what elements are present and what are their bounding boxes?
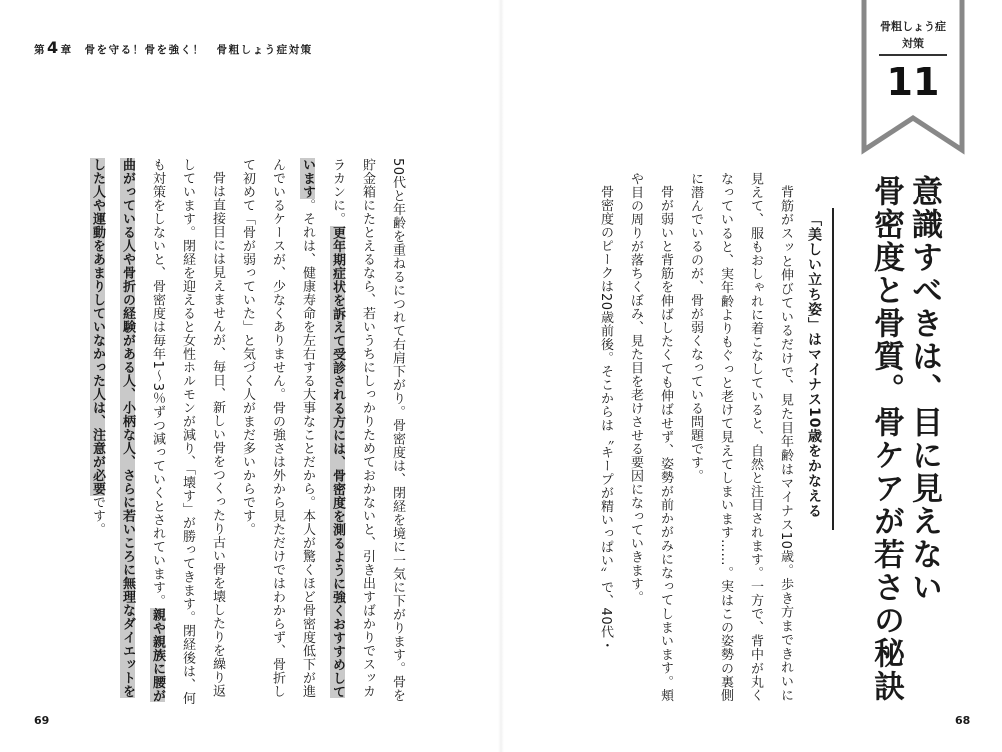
body-text: 50代と年齢を重ねるにつれて右肩下がり。骨密度は、閉経を境に一気に下がります。骨を貯金箱にたとえるなら、若いうちにしっかりためておかないと、引き出すばかりでスッカラカンに。 — [330, 158, 405, 703]
badge-category: 骨粗しょう症 — [880, 20, 946, 33]
body-paragraph: 骨密度のピークは20歳前後。そこからは〝キープが精いっぱい〟で、40代・ — [598, 185, 613, 653]
badge-divider — [879, 54, 947, 56]
subtitle: 「美しい立ち姿」はマイナス10歳をかなえる — [806, 212, 822, 519]
chapter-suffix: 章 — [60, 44, 73, 56]
body-text: 。それは、健康寿命を左右する大事なことだから。本人が驚くほど骨密度低下が進んでいるケースが、少なくありません。骨の強さは外から見ただけではわからず、骨折して初めて「骨が弱っていた」と気づく人がまだ多いからです。 — [240, 158, 315, 698]
left-page-body — [54, 158, 412, 706]
body-text: 骨は直接目には見えませんが、毎日、新しい骨をつくったり古い骨を壊したりを繰り返しています。閉経を迎えると女性ホルモンが減り、「壊す」が勝ってきます。閉経後は、何も対策をしないと、骨密度は毎年1～3％ずつ減っていくとされています。 — [150, 158, 225, 705]
book-gutter — [498, 0, 504, 752]
title-line-2: 骨密度と骨質。骨ケアが若さの秘訣 — [868, 175, 904, 703]
badge-number: 11 — [886, 60, 940, 104]
page-number-right: 68 — [955, 714, 971, 727]
right-page-body — [590, 172, 800, 702]
page-number-left: 69 — [34, 714, 50, 727]
body-paragraph — [82, 158, 232, 706]
chapter-prefix: 第 — [34, 44, 46, 56]
badge-subcategory: 対策 — [902, 37, 924, 50]
body-paragraph: 背筋がスッと伸びているだけで、見た目年齢はマイナス10歳。歩き方まできれいに見えて、服もおしゃれに着こなしていると、自然と注目されます。一方で、背中が丸くなっていると、実年齢よりもぐっと老けて見えてしまいます……。実はこの姿勢の裏側に潜んでいるのが、骨が弱くなっている問題です。 — [688, 172, 793, 702]
title-line-1: 意識すべきは、目に見えない — [906, 175, 942, 604]
highlighted-text: 親や親族に腰が曲がっている人や骨折の経験がある人、小柄な人、さらに若いころに無理なダイエットをした人や運動をあまりしていなかった人は、注意が必要 — [90, 158, 165, 703]
body-paragraph — [232, 158, 412, 706]
chapter-number: 4 — [47, 38, 60, 57]
highlighted-text: 更年期症状を訴えて受診される方には、骨密度を測るように強くおすすめしています — [300, 158, 345, 698]
body-paragraph: 骨が弱いと背筋を伸ばしたくても伸ばせず、姿勢が前かがみになってしまいます。頬や目の周りが落ちくぼみ、見た目を老けさせる要因になっていきます。 — [628, 172, 673, 702]
chapter-title: 骨を守る！骨を強く！ 骨粗しょう症対策 — [84, 44, 313, 56]
section-badge — [861, 0, 965, 156]
subtitle-rule — [832, 208, 834, 530]
body-text: です。 — [90, 495, 105, 536]
running-header — [34, 38, 313, 57]
